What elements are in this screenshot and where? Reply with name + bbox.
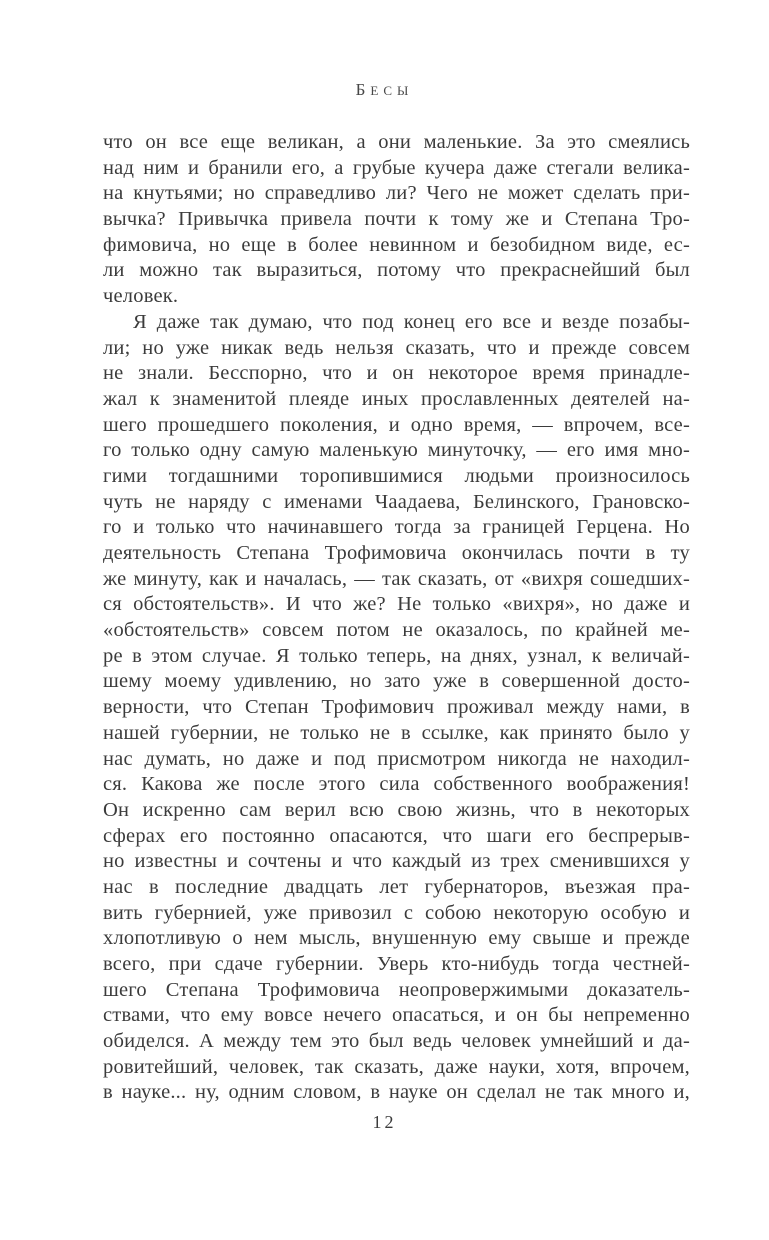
text-line: Я даже так думаю, что под конец его все и везде позабы- bbox=[133, 310, 690, 333]
text-line: человек. bbox=[103, 285, 179, 308]
text-line: ли; но уже никак ведь нельзя сказать, что и прежде совсем bbox=[103, 336, 690, 359]
text-line: не знали. Бесспорно, что и он некоторое время принадле- bbox=[103, 362, 690, 385]
text-line: го только одну самую маленькую минуточку, — его имя мно- bbox=[103, 439, 690, 462]
text-line: нас в последние двадцать лет губернаторов, въезжая пра- bbox=[103, 875, 690, 898]
text-line: в науке... ну, одним словом, в науке он сделал не так много и, bbox=[103, 1081, 690, 1104]
text-line: ли можно так выразиться, потому что прекраснейший был bbox=[103, 259, 690, 282]
text-line: вить губернией, уже привозил с собою некоторую особую и bbox=[103, 901, 690, 924]
text-line: обиделся. А между тем это был ведь человек умнейший и да- bbox=[103, 1030, 690, 1053]
text-line: сферах его постоянно опасаются, что шаги его беспрерыв- bbox=[103, 824, 690, 847]
text-line: но известны и сочтены и что каждый из трех сменившихся у bbox=[103, 850, 690, 873]
text-line: шему моему удивлению, но зато уже в совершенной досто- bbox=[103, 670, 690, 693]
text-line: на кнутьями; но справедливо ли? Чего не может сделать при- bbox=[103, 182, 690, 205]
text-line: хлопотливую о нем мысль, внушенную ему свыше и прежде bbox=[103, 927, 690, 950]
text-line: деятельность Степана Трофимовича окончилась почти в ту bbox=[103, 542, 690, 564]
paragraph bbox=[103, 310, 690, 1106]
text-line: ся. Какова же после этого сила собственного воображения! bbox=[103, 773, 690, 796]
page-number: 12 bbox=[372, 1112, 397, 1132]
text-line: шего прошедшего поколения, и одно время, — впрочем, все- bbox=[103, 413, 690, 436]
text-line: го и только что начинавшего тогда за границей Герцена. Но bbox=[103, 516, 690, 539]
text-line: «обстоятельств» совсем потом не оказалось, по крайней ме- bbox=[103, 619, 690, 642]
text-line: всего, при сдаче губернии. Уверь кто-нибудь тогда честней- bbox=[103, 953, 690, 975]
text-line: жал к знаменитой плеяде иных прославленных деятелей на- bbox=[103, 387, 690, 410]
running-head: БЕСЫ bbox=[355, 80, 414, 99]
text-line: Он искренно сам верил всю свою жизнь, что в некоторых bbox=[103, 798, 690, 821]
text-line: ся обстоятельств». И что же? Не только «вихря», но даже и bbox=[103, 593, 690, 616]
text-line: ствами, что ему вовсе нечего опасаться, и он бы непременно bbox=[103, 1004, 690, 1027]
text-line: верности, что Степан Трофимович проживал между нами, в bbox=[103, 696, 690, 719]
text-line: ровитейший, человек, так сказать, даже науки, хотя, впрочем, bbox=[103, 1055, 690, 1078]
text-line: что он все еще великан, а они маленькие. За это смеялись bbox=[103, 131, 690, 153]
text-line: нашей губернии, не только не в ссылке, как принято было у bbox=[103, 721, 690, 744]
text-line: ре в этом случае. Я только теперь, на днях, узнал, к величай- bbox=[103, 644, 690, 667]
text-line: гими тогдашними торопившимися людьми произносилось bbox=[103, 464, 690, 487]
text-line: же минуту, как и началась, — так сказать, от «вихря сошедших- bbox=[103, 567, 690, 590]
text-line: чуть не наряду с именами Чаадаева, Белинского, Грановско- bbox=[103, 490, 690, 513]
paragraph bbox=[103, 130, 690, 310]
body-text bbox=[103, 130, 690, 1106]
text-line: фимовича, но еще в более невинном и безобидном виде, ес- bbox=[103, 233, 690, 256]
text-line: над ним и бранили его, а грубые кучера даже стегали велика- bbox=[103, 156, 690, 179]
text-line: нас думать, но даже и под присмотром никогда не находил- bbox=[103, 747, 690, 770]
text-line: вычка? Привычка привела почти к тому же и Степана Тро- bbox=[103, 208, 690, 231]
text-line: шего Степана Трофимовича неопровержимыми доказатель- bbox=[103, 978, 690, 1001]
